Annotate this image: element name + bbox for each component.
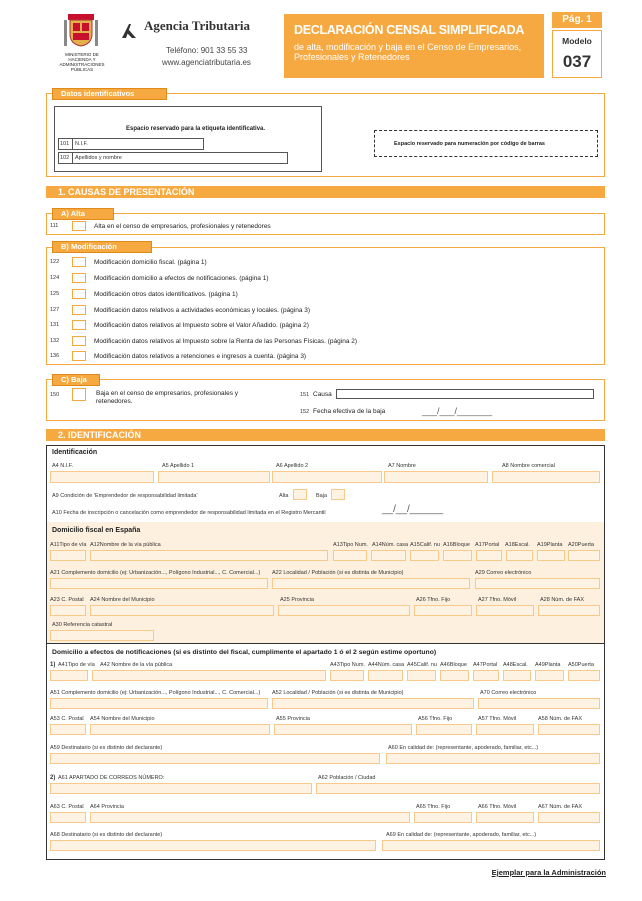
f152-label: Fecha efectiva de la baja [313, 408, 386, 415]
a6-label: A6 Apellido 2 [276, 463, 309, 469]
a4-label: A4 N.I.F. [52, 463, 74, 469]
a9-baja-label: Baja [316, 493, 328, 499]
a9-baja-box[interactable] [331, 489, 345, 500]
a48-input[interactable] [503, 670, 531, 681]
a9-alta-box[interactable] [293, 489, 307, 500]
ministry-name: MINISTERIO DE HACIENDA Y ADMINISTRACIONES PÚBLICAS [59, 52, 105, 72]
a69-input[interactable] [382, 840, 600, 851]
checkbox-136[interactable] [72, 351, 86, 361]
a13-label: A13Tipo Num. [333, 542, 368, 548]
domicilio-fiscal-title: Domicilio fiscal en España [52, 527, 141, 534]
a57-input[interactable] [476, 724, 534, 735]
a65-input[interactable] [414, 812, 472, 823]
apellido1-input[interactable] [158, 471, 270, 483]
a49-label: A49Planta [535, 662, 561, 668]
a24-input[interactable] [90, 605, 274, 616]
a7-label: A7 Nombre [388, 463, 416, 469]
a59-input[interactable] [50, 753, 380, 764]
a55-input[interactable] [274, 724, 412, 735]
barcode-text: Espacio reservado para numeración por código de barras [394, 141, 545, 147]
agency-name: Agencia Tributaria [144, 18, 251, 33]
a46-input[interactable] [440, 670, 469, 681]
a67-label: A67 Núm. de FAX [538, 804, 583, 810]
n1-label: 1) [50, 662, 56, 668]
tipo-via-input[interactable] [50, 550, 86, 561]
nombre-comercial-input[interactable] [492, 471, 600, 483]
a58-label: A58 Núm. de FAX [538, 716, 583, 722]
a45-label: A45Calif. nu [407, 662, 437, 668]
a49-input[interactable] [535, 670, 564, 681]
f101-label: N.I.F. [75, 141, 88, 147]
apellido2-input[interactable] [272, 471, 382, 483]
checkbox-127[interactable] [72, 305, 86, 315]
a30-label: A30 Referencia catastral [52, 622, 113, 628]
a52-label: A52 Localidad / Población (si es distinta de Municipio) [272, 690, 404, 696]
a25-label: A25 Provincia [280, 597, 314, 603]
a61-label: A61 APARTADO DE CORREOS NÚMERO: [58, 775, 165, 781]
a18-input[interactable] [506, 550, 533, 561]
code-150: 150 [50, 392, 60, 398]
a61-input[interactable] [50, 783, 312, 794]
a48-label: A48Escal. [503, 662, 528, 668]
a41-input[interactable] [50, 670, 88, 681]
a44-label: A44Núm. casa [368, 662, 405, 668]
a44-input[interactable] [368, 670, 403, 681]
a20-input[interactable] [568, 550, 600, 561]
nombre-input[interactable] [384, 471, 488, 483]
ministry-logo [64, 12, 98, 50]
a63-input[interactable] [50, 812, 86, 823]
a22-label: A22 Localidad / Población (si es distinta de Municipio) [272, 570, 404, 576]
a51-input[interactable] [50, 698, 268, 709]
a25-input[interactable] [278, 605, 410, 616]
a18-label: A18Escal. [505, 542, 530, 548]
a58-input[interactable] [538, 724, 600, 735]
section2-title: 2. IDENTIFICACIÓN [46, 429, 605, 441]
nombre-via-input[interactable] [90, 550, 328, 561]
a52-input[interactable] [272, 698, 474, 709]
a17-input[interactable] [476, 550, 502, 561]
a67-input[interactable] [538, 812, 600, 823]
code-151: 151 [300, 392, 310, 398]
a56-input[interactable] [416, 724, 472, 735]
a8-label: A8 Nombre comercial [502, 463, 555, 469]
a16-input[interactable] [443, 550, 472, 561]
a16-label: A16Bloque [443, 542, 470, 548]
a15-input[interactable] [410, 550, 439, 561]
a60-input[interactable] [386, 753, 600, 764]
page-number: Pág. 1 [552, 12, 602, 28]
footer-text: Ejemplar para la Administración [491, 868, 606, 877]
modelo-number: 037 [562, 52, 592, 71]
a13-input[interactable] [333, 550, 367, 561]
a26-label: A26 Tfno. Fijo [416, 597, 451, 603]
a43-input[interactable] [330, 670, 364, 681]
a47-input[interactable] [473, 670, 499, 681]
a28-label: A28 Núm. de FAX [540, 597, 585, 603]
checkbox-131[interactable] [72, 320, 86, 330]
f102-label: Apellidos y nombre [75, 155, 122, 161]
a54-label: A54 Nombre del Municipio [90, 716, 155, 722]
coat-of-arms-icon [64, 12, 98, 50]
a45-input[interactable] [407, 670, 436, 681]
a64-label: A64 Provincia [90, 804, 124, 810]
a43-label: A43Tipo Num. [330, 662, 365, 668]
a62-label: A62 Población / Ciudad [318, 775, 376, 781]
a66-input[interactable] [476, 812, 534, 823]
alta-tag: A) Alta [52, 208, 114, 220]
a24-label: A24 Nombre del Municipio [90, 597, 155, 603]
a57-label: A57 Tfno. Móvil [478, 716, 517, 722]
a21-label: A21 Complemento domicilio (ej: Urbanización..., Polígono Industrial..., C. Comercial...) [50, 570, 261, 576]
a5-label: A5 Apellido 1 [162, 463, 195, 469]
a69-label: A69 En calidad de: (representante, apoderado, familiar, etc...) [386, 832, 537, 838]
a28-input[interactable] [538, 605, 600, 616]
a56-label: A56 Tfno. Fijo [418, 716, 453, 722]
a68-input[interactable] [50, 840, 376, 851]
a9-label: A9 Condición de 'Emprendedor de responsabilidad limitada' [52, 493, 198, 499]
checkbox-122[interactable] [72, 257, 86, 267]
a42-label: A42 Nombre de la vía pública [100, 662, 173, 668]
a54-input[interactable] [90, 724, 270, 735]
a29-input[interactable] [475, 578, 600, 589]
n2-label: 2) [50, 775, 56, 781]
a23-input[interactable] [50, 605, 86, 616]
a41-label: A41Tipo de vía [58, 662, 95, 668]
a53-label: A53 C. Postal [50, 716, 84, 722]
a17-label: A17Portal [475, 542, 500, 548]
a63-label: A63 C. Postal [50, 804, 84, 810]
causa-field[interactable] [336, 389, 594, 399]
checkbox-125[interactable] [72, 289, 86, 299]
identificacion-title: Identificación [52, 449, 98, 456]
agency-web: www.agenciatributaria.es [162, 58, 251, 67]
a47-label: A47Portal [473, 662, 498, 668]
a53-input[interactable] [50, 724, 86, 735]
a70-label: A70 Correo electrónico [480, 690, 537, 696]
checkbox-132[interactable] [72, 336, 86, 346]
a14-input[interactable] [371, 550, 406, 561]
a55-label: A55 Provincia [276, 716, 310, 722]
mod-tag: B) Modificación [52, 241, 152, 253]
a26-input[interactable] [414, 605, 472, 616]
section1-title: 1. CAUSAS DE PRESENTACIÓN [46, 186, 605, 198]
a62-input[interactable] [316, 783, 600, 794]
a12-label: A12Nombre de la vía pública [90, 542, 161, 548]
a59-label: A59 Destinatario (si es distinto del declarante) [50, 745, 163, 751]
a65-label: A65 Tfno. Fijo [416, 804, 451, 810]
checkbox-150[interactable] [72, 388, 86, 401]
datos-tab: Datos identificativos [52, 88, 167, 100]
nif-input[interactable] [50, 471, 154, 483]
checkbox-111[interactable] [72, 221, 86, 231]
code-152: 152 [300, 409, 310, 415]
form-title: DECLARACIÓN CENSAL SIMPLIFICADA [294, 23, 525, 37]
a27-label: A27 Tfno. Móvil [478, 597, 517, 603]
a27-input[interactable] [476, 605, 534, 616]
a68-label: A68 Destinatario (si es distinto del declarante) [50, 832, 163, 838]
agency-logo-icon [120, 22, 138, 42]
a19-input[interactable] [537, 550, 565, 561]
label-reserved-text: Espacio reservado para la etiqueta identificativa. [126, 126, 266, 132]
a9-alta-label: Alta [279, 493, 289, 499]
a14-label: A14Núm. casa [372, 542, 409, 548]
a50-input[interactable] [568, 670, 600, 681]
f102-code: 102 [60, 155, 70, 161]
modelo-label: Modelo [562, 36, 592, 46]
a30-input[interactable] [50, 630, 154, 641]
a10-date[interactable]: __/__/______ [382, 504, 444, 515]
a46-label: A46Bloque [440, 662, 467, 668]
a29-label: A29 Correo electrónico [475, 570, 532, 576]
a64-input[interactable] [90, 812, 410, 823]
a50-label: A50Puerta [568, 662, 594, 668]
a19-label: A19Planta [537, 542, 563, 548]
f151-label: Causa [313, 391, 332, 398]
baja-text: Baja en el censo de empresarios, profesionales y retenedores. [96, 390, 238, 405]
a11-label: A11Tipo de vía [50, 542, 87, 548]
a20-label: A20Puerta [568, 542, 594, 548]
a70-input[interactable] [478, 698, 600, 709]
form-subtitle: de alta, modificación y baja en el Censo de Empresarios, Profesionales y Retenedores [294, 42, 522, 62]
a15-label: A15Calif. nu [410, 542, 440, 548]
domicilio-notif-title: Domicilio a efectos de notificaciones (si es distinto del fiscal, cumplimente el apartado 1 ó el 2 según estime oportuno) [52, 649, 437, 656]
a23-label: A23 C. Postal [50, 597, 84, 603]
baja-tag: C) Baja [52, 374, 100, 386]
a10-label: A10 Fecha de inscripción o cancelación como emprendedor de responsabilidad limitada en el Registro Mercantil [52, 510, 326, 516]
a42-input[interactable] [92, 670, 326, 681]
a60-label: A60 En calidad de: (representante, apoderado, familiar, etc...) [388, 745, 539, 751]
checkbox-124[interactable] [72, 273, 86, 283]
f101-code: 101 [60, 141, 70, 147]
a22-input[interactable] [272, 578, 470, 589]
fecha-baja-field[interactable]: ___/___/_______ [422, 406, 493, 416]
a51-label: A51 Complemento domicilio (ej: Urbanización..., Polígono Industrial..., C. Comercial...) [50, 690, 261, 696]
a21-input[interactable] [50, 578, 268, 589]
a66-label: A66 Tfno. Móvil [478, 804, 517, 810]
agency-phone: Teléfono: 901 33 55 33 [166, 46, 248, 55]
